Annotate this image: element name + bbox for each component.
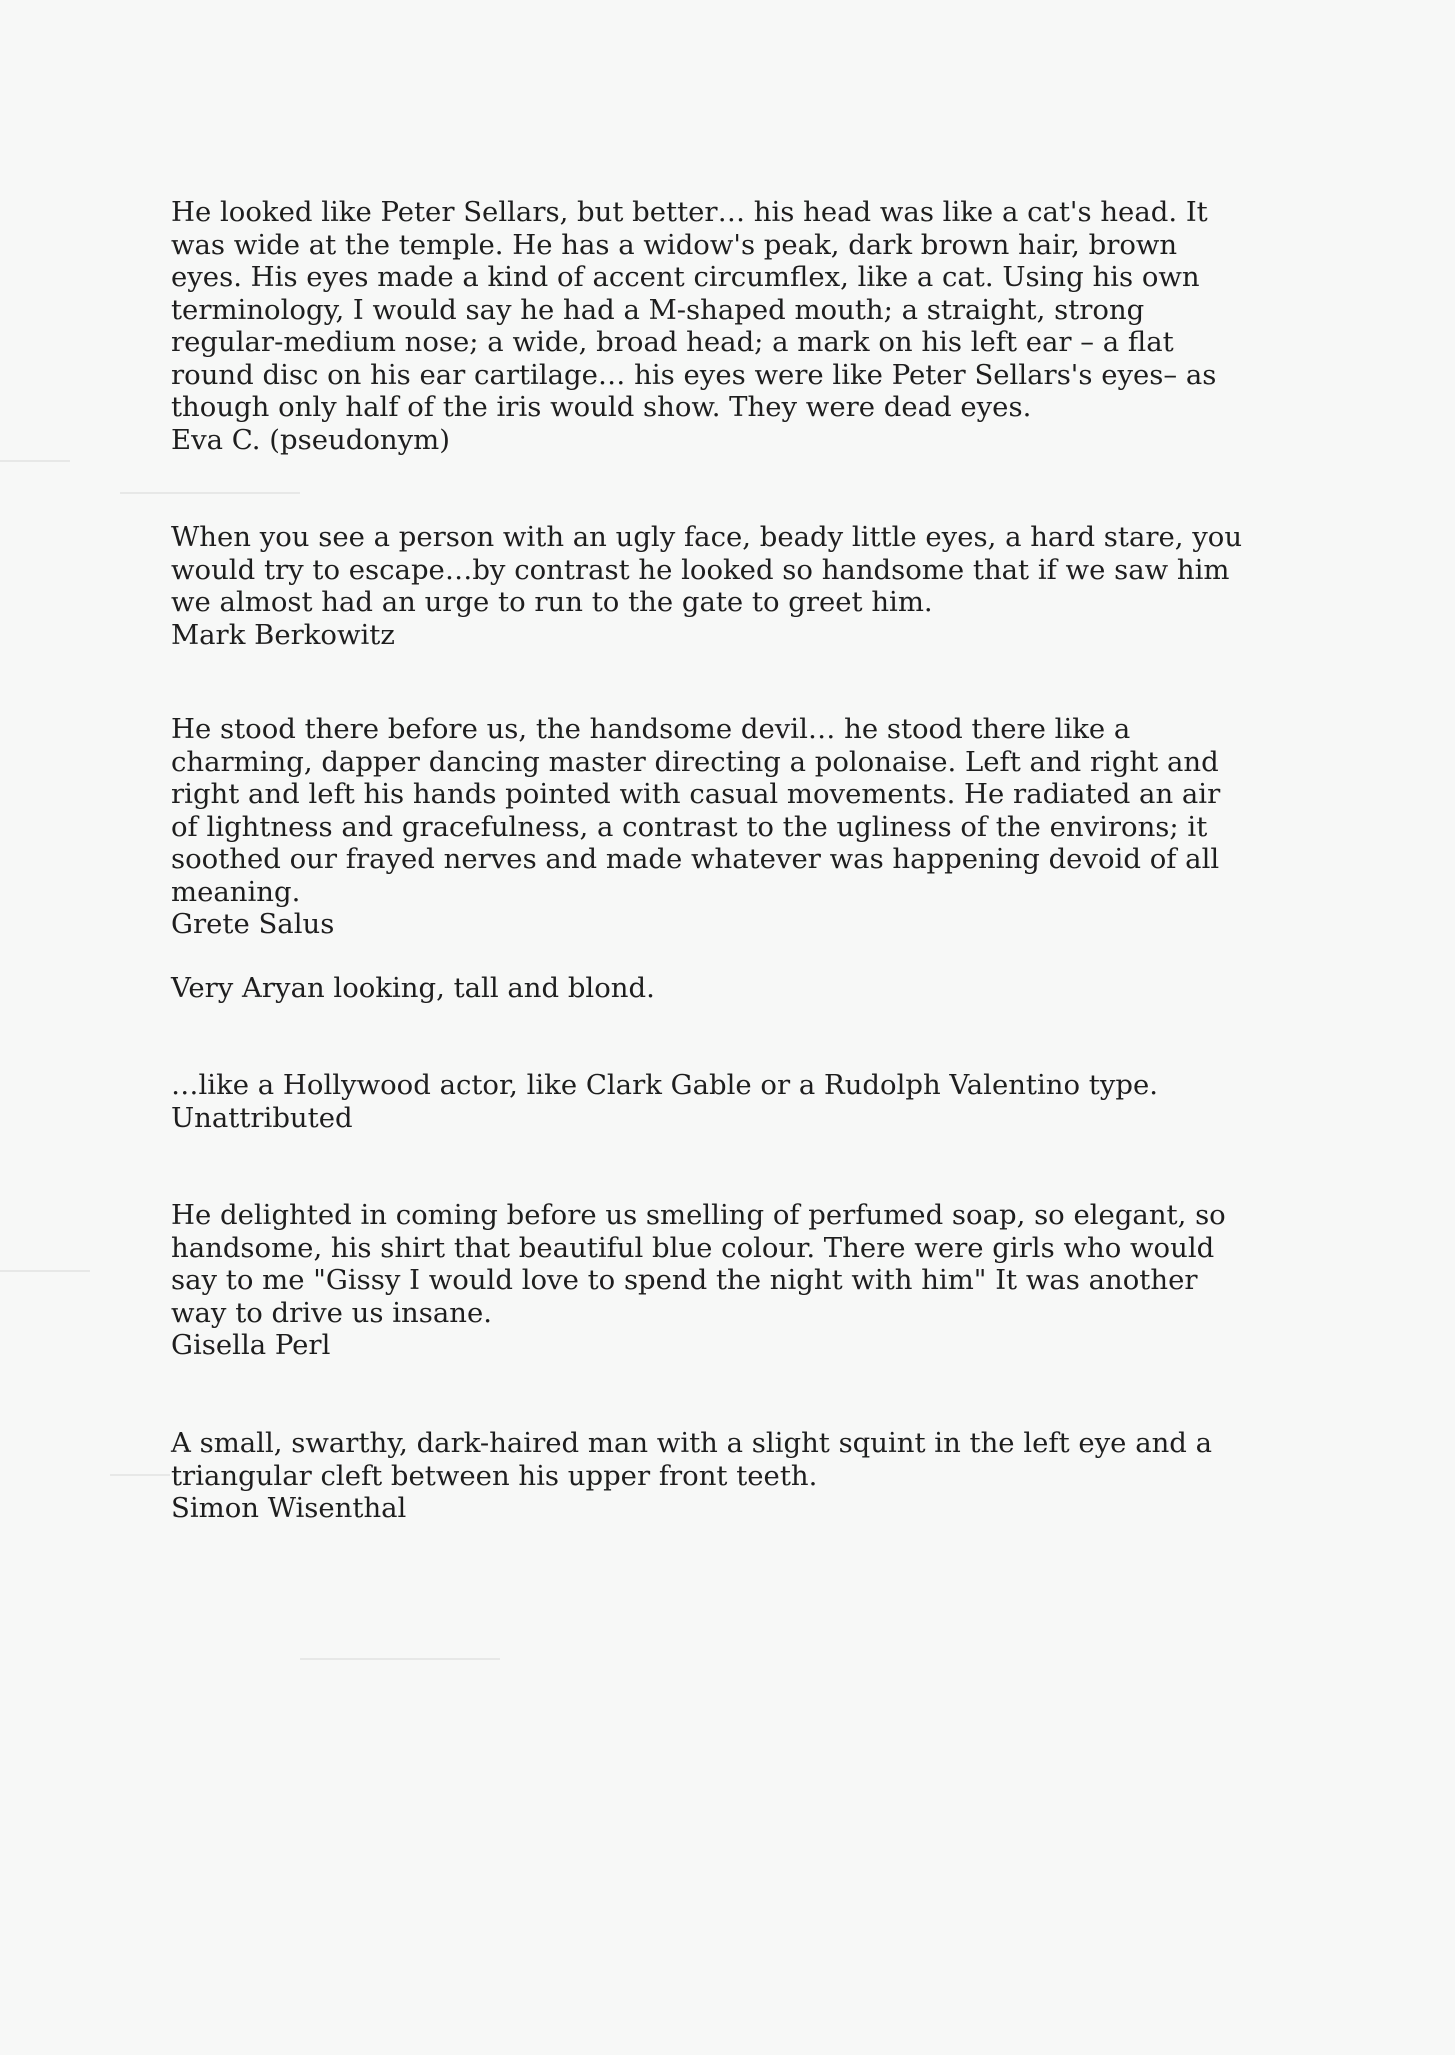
- paper-crease: [0, 1270, 90, 1272]
- quote-text: He delighted in coming before us smelling of perfumed soap, so elegant, so handsome, his shirt that beautiful blue colour. There were girls who would say to me "Gissy I would love to spend the night with him" It was another way to drive us insane.: [171, 1199, 1226, 1329]
- quote-text: Very Aryan looking, tall and blond.: [171, 972, 655, 1004]
- paper-crease: [110, 1474, 170, 1476]
- quote-block: [171, 196, 1251, 456]
- quote-attribution: Unattributed: [171, 1101, 353, 1134]
- quote-text: …like a Hollywood actor, like Clark Gable or a Rudolph Valentino type.: [171, 1069, 1158, 1101]
- quote-attribution: Eva C. (pseudonym): [171, 423, 450, 456]
- quote-block: [171, 521, 1251, 651]
- quote-text: He stood there before us, the handsome devil… he stood there like a charming, dapper dancing master directing a polonaise. Left and right and right and left his hands pointed with casual movements. He radiated an air of lightness and gracefulness, a contrast to the ugliness of the environs; it soothed our frayed nerves and made whatever was happening devoid of all meaning.: [171, 713, 1221, 908]
- quote-attribution: Grete Salus: [171, 908, 335, 940]
- quote-block: [171, 1069, 1251, 1134]
- quote-block: [171, 972, 1251, 1005]
- quote-text: A small, swarthy, dark-haired man with a slight squint in the left eye and a triangular cleft between his upper front teeth.: [171, 1427, 1213, 1492]
- paper-crease: [120, 492, 300, 494]
- quote-block: [171, 713, 1251, 941]
- quote-text: When you see a person with an ugly face, beady little eyes, a hard stare, you would try to escape…by contrast he looked so handsome that if we saw him we almost had an urge to run to the gate to greet him.: [171, 521, 1243, 618]
- quote-block: [171, 1199, 1251, 1362]
- quote-text: He looked like Peter Sellars, but better… his head was like a cat's head. It was wide at the temple. He has a widow's peak, dark brown hair, brown eyes. His eyes made a kind of accent circumflex, like a cat. Using his own terminology, I would say he had a M-shaped mouth; a straight, strong regular-medium nose; a wide, broad head; a mark on his left ear – a flat round disc on his ear cartilage… his eyes were like Peter Sellars's eyes– as though only half of the iris would show. They were dead eyes.: [171, 196, 1217, 423]
- quote-block: [171, 1427, 1251, 1525]
- quote-attribution: Gisella Perl: [171, 1329, 331, 1361]
- paper-crease: [300, 1658, 500, 1660]
- quote-attribution: Simon Wisenthal: [171, 1492, 407, 1524]
- paper-crease: [0, 460, 70, 462]
- quote-attribution: Mark Berkowitz: [171, 618, 395, 651]
